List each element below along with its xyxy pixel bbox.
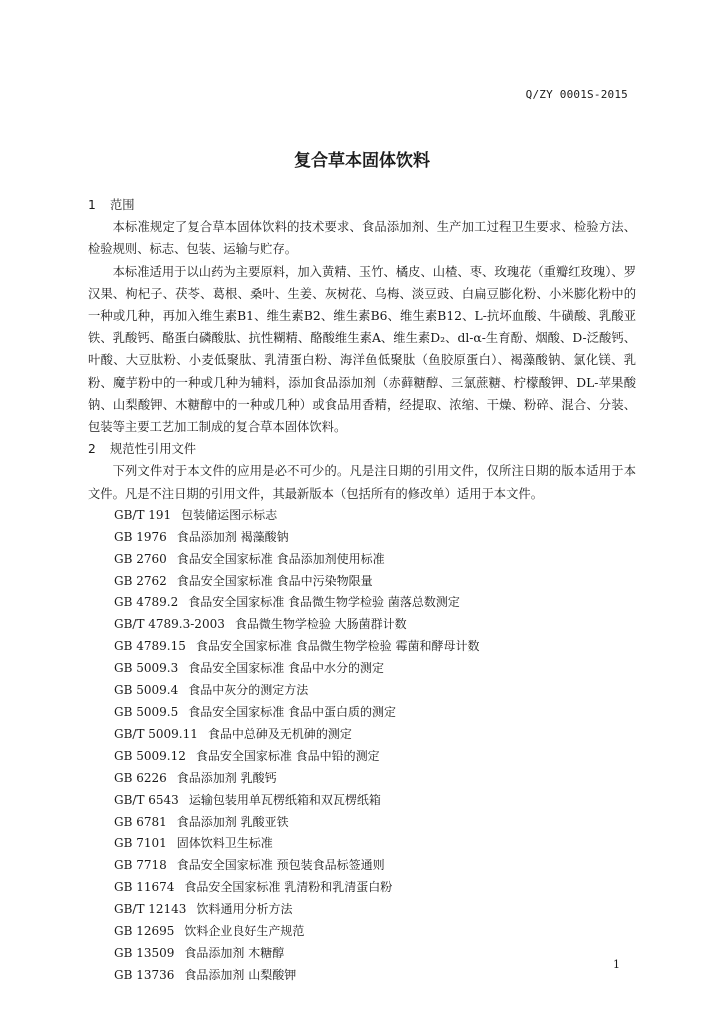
reference-item xyxy=(88,549,636,571)
reference-item xyxy=(88,724,636,746)
reference-code: GB/T 12143 xyxy=(114,902,187,917)
reference-name: 饮料企业良好生产规范 xyxy=(184,924,305,939)
reference-name: 食品添加剂 褐藻酸钠 xyxy=(176,529,289,544)
reference-code: GB 7718 xyxy=(114,858,167,873)
reference-name: 食品添加剂 乳酸亚铁 xyxy=(176,814,289,829)
reference-item xyxy=(88,702,636,724)
reference-name: 食品安全国家标准 乳清粉和乳清蛋白粉 xyxy=(184,880,393,895)
reference-item xyxy=(88,790,636,812)
reference-code: GB 5009.4 xyxy=(114,683,179,698)
reference-item xyxy=(88,921,636,943)
reference-item xyxy=(88,833,636,855)
reference-item xyxy=(88,965,636,987)
reference-item xyxy=(88,746,636,768)
reference-name: 食品安全国家标准 食品微生物学检验 菌落总数测定 xyxy=(188,595,460,610)
reference-code: GB 6781 xyxy=(114,814,167,829)
reference-code: GB 13736 xyxy=(114,967,175,982)
scope-paragraph-2: 本标准适用于以山药为主要原料，加入黄精、玉竹、橘皮、山楂、枣、玫瑰花（重瓣红玫瑰）、罗汉果、枸杞子、茯苓、葛根、桑叶、生姜、灰树花、乌梅、淡豆豉、白扁豆膨化粉、小米膨化粉中的一种或几种，再加入维生素B1、维生素B2、维生素B6、维生素B12、L-抗坏血酸、牛磺酸、乳酸亚铁、乳酸钙、酪蛋白磷酸肽、抗性糊精、酪酸维生素A、维生素D₂、dl-α-生育酚、烟酸、D-泛酸钙、叶酸、大豆肽粉、小麦低聚肽、乳清蛋白粉、海洋鱼低聚肽（鱼胶原蛋白）、褐藻酸钠、氯化镁、乳粉、魔芋粉中的一种或几种为辅料，添加食品添加剂（赤藓糖醇、三氯蔗糖、柠檬酸钾、DL-苹果酸钠、山梨酸钾、木糖醇中的一种或几种）或食品用香精，经提取、浓缩、干燥、粉碎、混合、分装、包装等主要工艺加工制成的复合草本固体饮料。 xyxy=(88,264,636,435)
reference-code: GB 4789.2 xyxy=(114,595,179,610)
reference-name: 食品添加剂 山梨酸钾 xyxy=(184,967,297,982)
reference-name: 食品安全国家标准 食品中铅的测定 xyxy=(195,748,380,763)
reference-item xyxy=(88,768,636,790)
section-number: 1 xyxy=(88,198,96,212)
section-heading-normative xyxy=(88,438,636,460)
reference-name: 食品添加剂 木糖醇 xyxy=(184,945,285,960)
reference-name: 包装储运图示标志 xyxy=(181,507,278,522)
reference-name: 食品中灰分的测定方法 xyxy=(188,683,309,698)
reference-item xyxy=(88,943,636,965)
reference-item xyxy=(88,855,636,877)
reference-item xyxy=(88,505,636,527)
reference-code: GB/T 5009.11 xyxy=(114,726,198,741)
section-title: 范围 xyxy=(110,198,135,212)
reference-code: GB/T 191 xyxy=(114,507,172,522)
reference-name: 运输包装用单瓦楞纸箱和双瓦楞纸箱 xyxy=(188,792,381,807)
reference-list xyxy=(88,505,636,987)
reference-name: 食品安全国家标准 预包装食品标签通则 xyxy=(176,858,385,873)
reference-name: 食品安全国家标准 食品中蛋白质的测定 xyxy=(188,705,397,719)
reference-name: 食品安全国家标准 食品中水分的测定 xyxy=(188,661,385,676)
reference-item xyxy=(88,899,636,921)
reference-item xyxy=(88,812,636,834)
section-title: 规范性引用文件 xyxy=(110,442,197,457)
reference-code: GB 4789.15 xyxy=(114,639,186,654)
reference-name: 食品添加剂 乳酸钙 xyxy=(176,770,277,785)
reference-code: GB 5009.5 xyxy=(114,705,179,719)
reference-code: GB 2760 xyxy=(114,551,167,566)
reference-name: 食品安全国家标准 食品中污染物限量 xyxy=(176,573,373,588)
reference-code: GB 13509 xyxy=(114,945,175,960)
normative-paragraph-1: 下列文件对于本文件的应用是必不可少的。凡是注日期的引用文件，仅所注日期的版本适用于本文件。凡是不注日期的引用文件，其最新版本（包括所有的修改单）适用于本文件。 xyxy=(88,464,636,501)
reference-code: GB/T 4789.3-2003 xyxy=(114,617,225,632)
section-number: 2 xyxy=(88,442,96,457)
reference-name: 固体饮料卫生标准 xyxy=(176,836,273,851)
reference-code: GB 5009.3 xyxy=(114,661,179,676)
page-number: 1 xyxy=(613,958,620,971)
reference-code: GB 2762 xyxy=(114,573,167,588)
reference-name: 食品安全国家标准 食品微生物学检验 霉菌和酵母计数 xyxy=(195,639,480,654)
reference-name: 食品安全国家标准 食品添加剂使用标准 xyxy=(176,551,385,566)
reference-item xyxy=(88,571,636,593)
reference-code: GB 5009.12 xyxy=(114,748,186,763)
standard-code: Q/ZY 0001S-2015 xyxy=(525,88,628,101)
reference-name: 食品中总砷及无机砷的测定 xyxy=(207,726,352,741)
reference-item xyxy=(88,636,636,658)
reference-code: GB 11674 xyxy=(114,880,175,895)
document-title: 复合草本固体饮料 xyxy=(294,151,430,171)
reference-code: GB/T 6543 xyxy=(114,792,179,807)
reference-name: 饮料通用分析方法 xyxy=(196,902,293,917)
reference-item xyxy=(88,527,636,549)
section-heading-scope xyxy=(88,194,636,216)
reference-item xyxy=(88,614,636,636)
reference-item xyxy=(88,680,636,702)
reference-item xyxy=(88,658,636,680)
reference-code: GB 6226 xyxy=(114,770,167,785)
reference-name: 食品微生物学检验 大肠菌群计数 xyxy=(234,617,407,632)
document-body xyxy=(88,194,636,987)
reference-item xyxy=(88,877,636,899)
scope-paragraph-1: 本标准规定了复合草本固体饮料的技术要求、食品添加剂、生产加工过程卫生要求、检验方法、检验规则、标志、包装、运输与贮存。 xyxy=(88,220,636,257)
reference-code: GB 1976 xyxy=(114,529,167,544)
reference-code: GB 12695 xyxy=(114,924,175,939)
reference-item xyxy=(88,592,636,614)
reference-code: GB 7101 xyxy=(114,836,167,851)
